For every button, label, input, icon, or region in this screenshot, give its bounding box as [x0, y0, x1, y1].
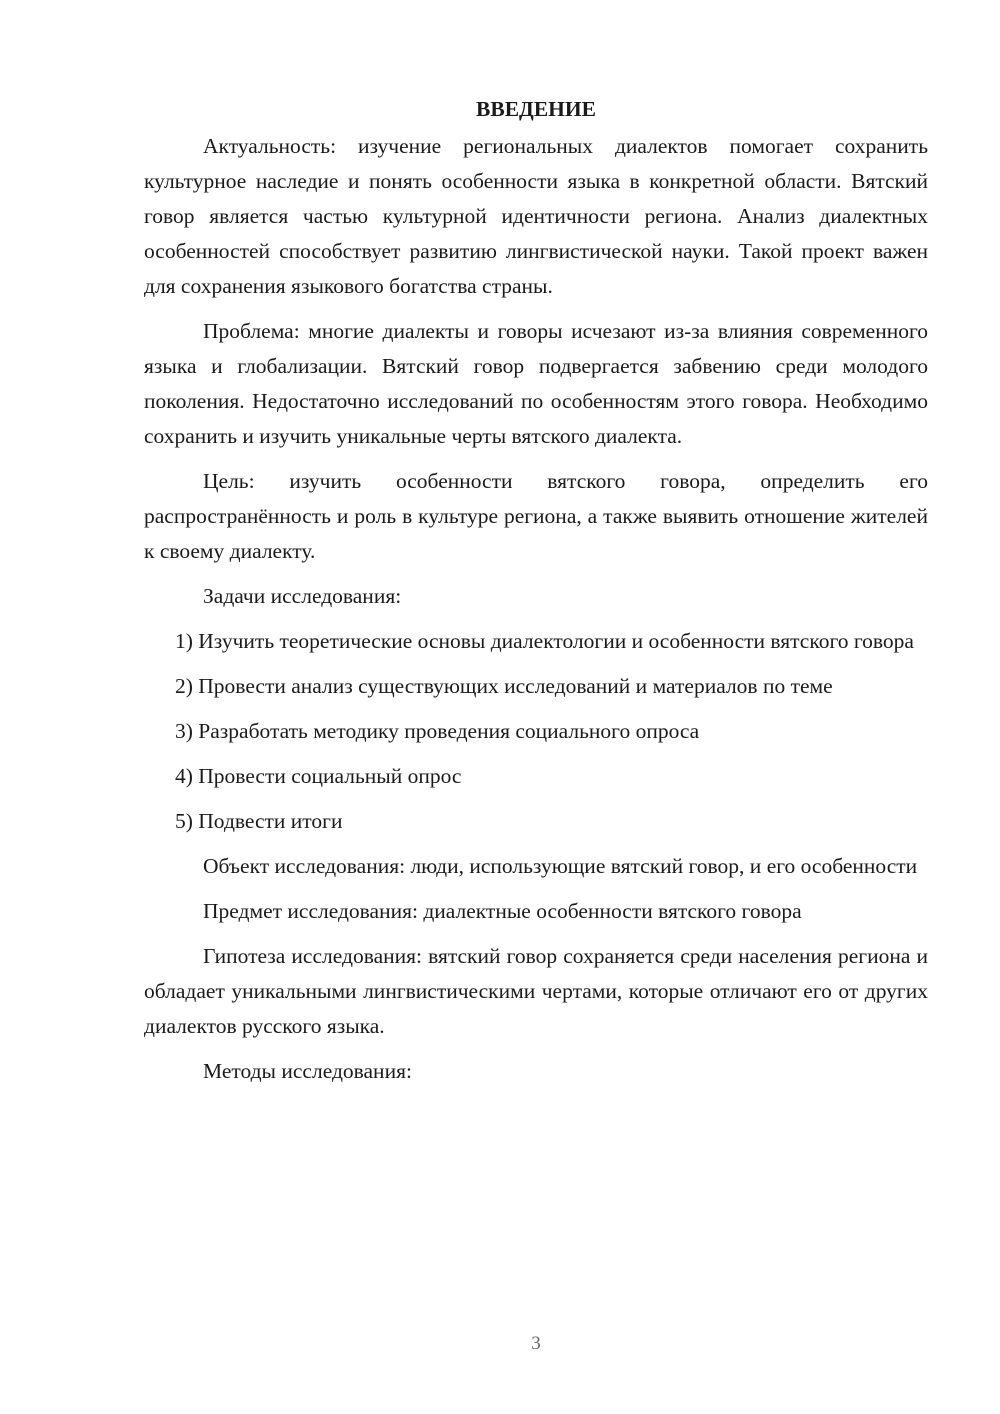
paragraph-relevance: Актуальность: изучение региональных диалектов помогает сохранить культурное наследие и понять особенности языка в конкретной области. Вятский говор является частью культурной идентичности региона. Анализ диалектных особенностей способствует развитию лингвистической науки. Такой проект важен для сохранения языкового богатства страны.: [144, 134, 928, 298]
task-item-2: 2) Провести анализ существующих исследований и материалов по теме: [175, 674, 833, 698]
paragraph-hypothesis: Гипотеза исследования: вятский говор сохраняется среди населения региона и обладает уникальными лингвистическими чертами, которые отличают его от других диалектов русского языка.: [144, 944, 928, 1038]
task-item-5: 5) Подвести итоги: [175, 809, 343, 833]
section-title: ВВЕДЕНИЕ: [476, 97, 596, 121]
paragraph-tasks-heading: Задачи исследования:: [203, 584, 402, 608]
paragraph-problem: Проблема: многие диалекты и говоры исчезают из-за влияния современного языка и глобализации. Вятский говор подвергается забвению среди молодого поколения. Недостаточно исследований по особенностям этого говора. Необходимо сохранить и изучить уникальные черты вятского диалекта.: [144, 319, 928, 448]
task-item-1: 1) Изучить теоретические основы диалектологии и особенности вятского говора: [175, 629, 914, 653]
task-item-3: 3) Разработать методику проведения социального опроса: [175, 719, 700, 743]
paragraph-subject: Предмет исследования: диалектные особенности вятского говора: [203, 899, 802, 923]
paragraph-methods-heading: Методы исследования:: [203, 1059, 412, 1083]
document-page: [144, 92, 928, 1099]
paragraph-object: Объект исследования: люди, использующие вятский говор, и его особенности: [203, 854, 918, 878]
task-item-4: 4) Провести социальный опрос: [175, 764, 462, 788]
page-number: 3: [531, 1333, 541, 1354]
paragraph-goal: Цель: изучить особенности вятского говора, определить его распространённость и роль в культуре региона, а также выявить отношение жителей к своему диалекту.: [144, 469, 928, 563]
